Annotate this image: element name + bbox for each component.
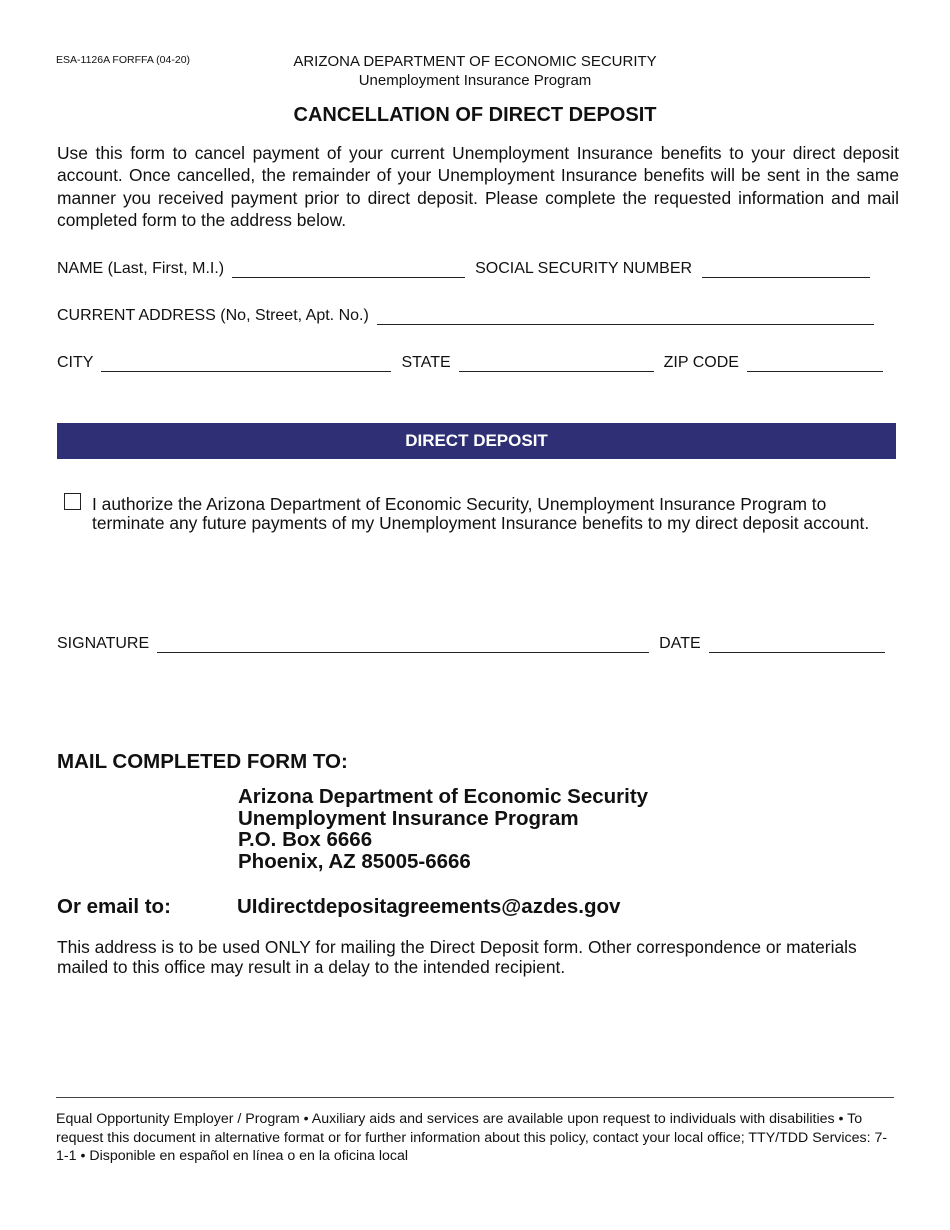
state-field[interactable] xyxy=(459,356,654,372)
zip-label: ZIP CODE xyxy=(663,354,739,371)
state-label: STATE xyxy=(401,354,451,371)
zip-field[interactable] xyxy=(747,356,883,372)
address-label: CURRENT ADDRESS (No, Street, Apt. No.) xyxy=(57,307,369,324)
signature-field[interactable] xyxy=(157,637,649,653)
footer-divider xyxy=(56,1097,894,1098)
intro-text: Use this form to cancel payment of your current Unemployment Insurance benefits to your direct deposit account. Once cancelled, the remainder of your Unemployment Insurance benefits will be sent in the same manner you received payment prior to direct deposit. Please complete the requested information and mail completed form to the address below. xyxy=(57,143,899,230)
name-label: NAME (Last, First, M.I.) xyxy=(57,260,225,277)
department-header xyxy=(0,52,950,90)
authorization-text: I authorize the Arizona Department of Economic Security, Unemployment Insurance Program to terminate any future payments of my Unemployment Insurance benefits to my direct deposit account. xyxy=(92,494,870,533)
ssn-field[interactable] xyxy=(702,262,870,278)
city-field[interactable] xyxy=(101,356,391,372)
department-name: ARIZONA DEPARTMENT OF ECONOMIC SECURITY xyxy=(293,53,657,70)
direct-deposit-banner: DIRECT DEPOSIT xyxy=(57,423,896,459)
address-line: Arizona Department of Economic Security xyxy=(238,785,649,808)
program-name: Unemployment Insurance Program xyxy=(358,72,592,89)
date-field[interactable] xyxy=(709,637,885,653)
address-line: P.O. Box 6666 xyxy=(238,828,373,851)
address-line: Phoenix, AZ 85005-6666 xyxy=(238,849,471,873)
footer-text: Equal Opportunity Employer / Program • Auxiliary aids and services are available upon request to individuals with disabilities • To request this document in alternative format or for further information about this policy, contact your local office; TTY/TDD Services: 7-1-1 • Disponible en español en línea o en la oficina local xyxy=(56,1111,888,1165)
address-field[interactable] xyxy=(377,309,874,325)
address-row xyxy=(57,303,895,325)
mail-heading: MAIL COMPLETED FORM TO: xyxy=(57,750,348,773)
city-label: CITY xyxy=(57,354,94,371)
mailing-notice: This address is to be used ONLY for mailing the Direct Deposit form. Other correspondence or materials mailed to this office may result in a delay to the intended recipient. xyxy=(57,937,857,977)
signature-label: SIGNATURE xyxy=(57,635,150,652)
ssn-label: SOCIAL SECURITY NUMBER xyxy=(475,260,693,277)
date-label: DATE xyxy=(659,635,701,652)
email-label: Or email to: xyxy=(57,895,171,918)
mailing-address xyxy=(238,786,648,872)
name-field[interactable] xyxy=(232,262,465,278)
authorize-checkbox[interactable] xyxy=(64,493,81,510)
page-title: CANCELLATION OF DIRECT DEPOSIT xyxy=(293,104,657,126)
email-address: UIdirectdepositagreements@azdes.gov xyxy=(237,895,621,918)
city-state-zip-row xyxy=(57,350,895,372)
name-ssn-row xyxy=(57,256,895,278)
signature-row xyxy=(57,631,895,653)
address-line: Unemployment Insurance Program xyxy=(238,806,579,830)
form-id: ESA-1126A FORFFA (04-20) xyxy=(56,54,191,66)
